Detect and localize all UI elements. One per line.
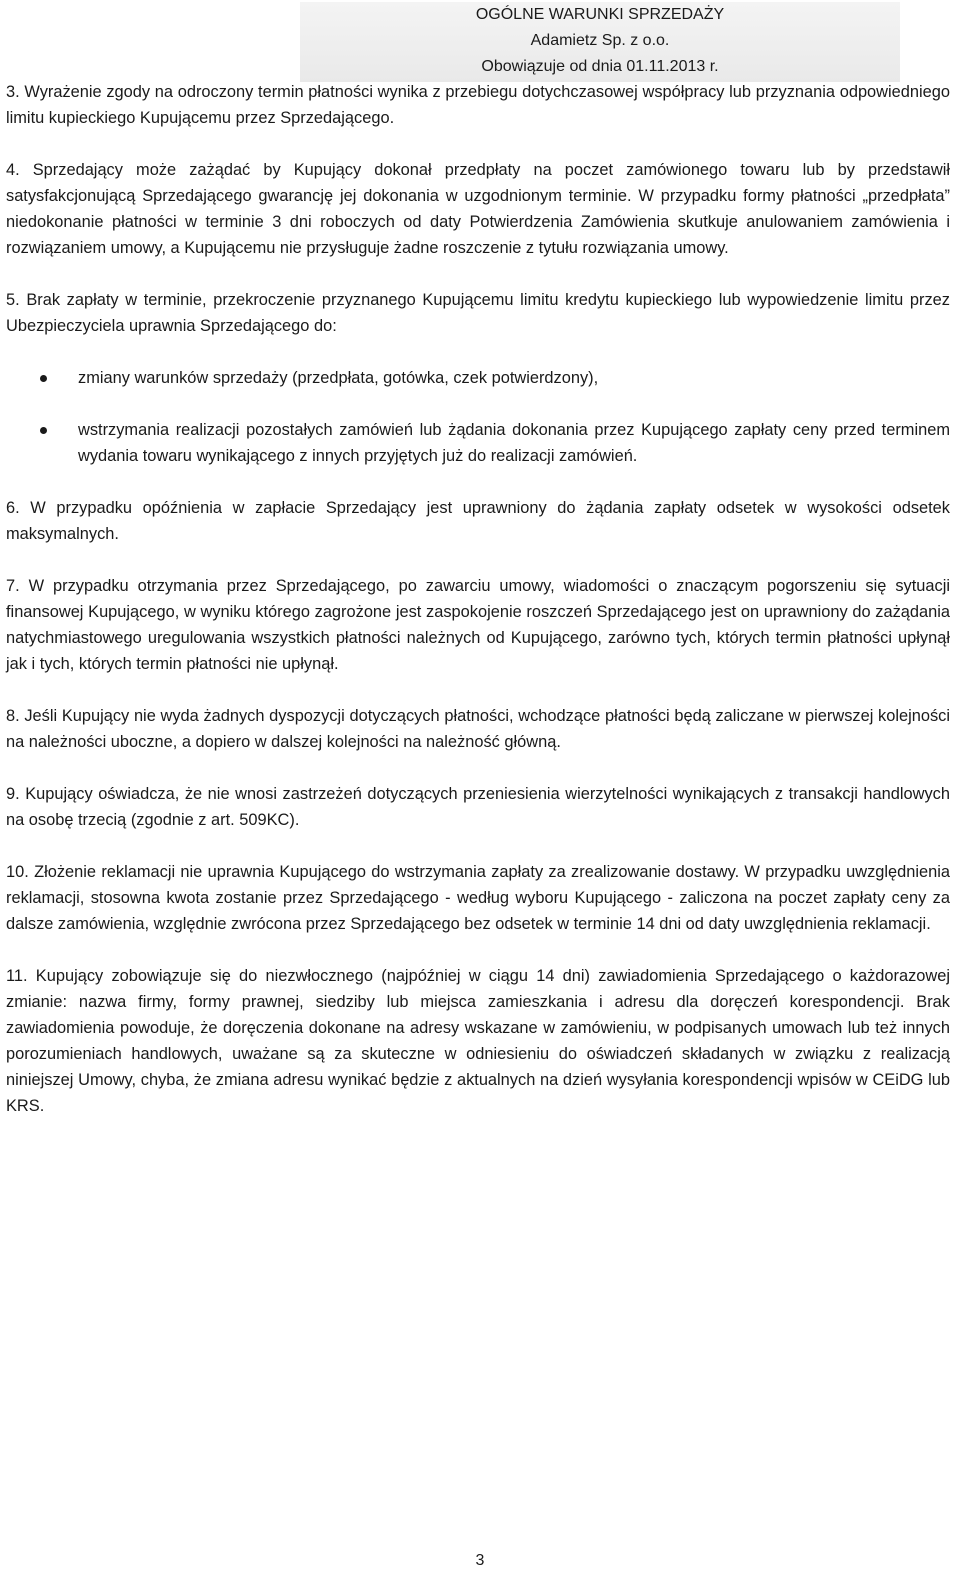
paragraph-7: 7. W przypadku otrzymania przez Sprzedającego, po zawarciu umowy, wiadomości o znaczącym pogorszeniu się sytuacji finansowej Kupującego, w wyniku którego zagrożone jest zaspokojenie roszczeń Sprzedającego jest on uprawniony do zażądania natychmiastowego uregulowania wszystkich płatności należnych od Kupującego, zarówno tych, których termin płatności upłynął jak i tych, których termin płatności nie upłynął. xyxy=(6,577,950,673)
list-item-text: wstrzymania realizacji pozostałych zamówień lub żądania dokonania przez Kupującego zapłaty ceny przed terminem wydania towaru wynikającego z innych przyjętych już do realizacji zamówień. xyxy=(78,421,950,465)
paragraph-10: 10. Złożenie reklamacji nie uprawnia Kupującego do wstrzymania zapłaty za zrealizowanie dostawy. W przypadku uwzględnienia reklamacji, stosowna kwota zostanie przez Sprzedającego - według wyboru Kupującego - zaliczona na poczet zapłaty ceny za dalsze zamówienia, względnie zwrócona przez Sprzedającego bez odsetek w terminie 14 dni od daty uwzględnienia reklamacji. xyxy=(6,863,950,933)
header-title: OGÓLNE WARUNKI SPRZEDAŻY xyxy=(475,6,725,23)
list-item xyxy=(6,365,950,391)
paragraph-5: 5. Brak zapłaty w terminie, przekroczenie przyznanego Kupującemu limitu kredytu kupieckiego lub wypowiedzenie limitu przez Ubezpieczyciela uprawnia Sprzedającego do: xyxy=(6,291,950,335)
paragraph-4: 4. Sprzedający może zażądać by Kupujący dokonał przedpłaty na poczet zamówionego towaru lub by przedstawił satysfakcjonującą Sprzedającego gwarancję jej dokonania w uzgodnionym terminie. W przypadku formy płatności „przedpłata” niedokonanie płatności w terminie 3 dni roboczych od daty Potwierdzenia Zamówienia skutkuje anulowaniem zamówienia i rozwiązaniem umowy, a Kupującemu nie przysługuje żadne roszczenie z tytułu rozwiązania umowy. xyxy=(6,161,950,257)
document-body xyxy=(6,79,950,1145)
paragraph-5-list xyxy=(6,365,950,469)
paragraph-11: 11. Kupujący zobowiązuje się do niezwłocznego (najpóźniej w ciągu 14 dni) zawiadomienia Sprzedającego o każdorazowej zmianie: nazwa firmy, formy prawnej, siedziby lub miejsca zamieszkania i adresu dla doręczeń korespondencji. Brak zawiadomienia powoduje, że doręczenia dokonane na adresy wskazane w zamówieniu, w podpisanych umowach lub też innych porozumieniach handlowych, uważane są za skuteczne w odniesieniu do oświadczeń składanych w związku z realizacją niniejszej Umowy, chyba, że zmiana adresu wynikać będzie z aktualnych na dzień wysyłania korespondencji wpisów w CEiDG lub KRS. xyxy=(6,967,950,1115)
bullet-icon xyxy=(40,427,47,434)
header-valid-from: Obowiązuje od dnia 01.11.2013 r. xyxy=(481,58,719,75)
paragraph-8: 8. Jeśli Kupujący nie wyda żadnych dyspozycji dotyczących płatności, wchodzące płatności będą zaliczane w pierwszej kolejności na należności uboczne, a dopiero w dalszej kolejności na należność główną. xyxy=(6,707,950,751)
paragraph-9: 9. Kupujący oświadcza, że nie wnosi zastrzeżeń dotyczących przeniesienia wierzytelności wynikających z transakcji handlowych na osobę trzecią (zgodnie z art. 509KC). xyxy=(6,785,950,829)
bullet-icon xyxy=(40,375,47,382)
document-header xyxy=(300,2,900,82)
list-item-text: zmiany warunków sprzedaży (przedpłata, gotówka, czek potwierdzony), xyxy=(78,369,599,387)
paragraph-6: 6. W przypadku opóźnienia w zapłacie Sprzedający jest uprawniony do żądania zapłaty odsetek w wysokości odsetek maksymalnych. xyxy=(6,499,950,543)
list-item xyxy=(6,417,950,469)
paragraph-3: 3. Wyrażenie zgody na odroczony termin płatności wynika z przebiegu dotychczasowej współpracy lub przyznania odpowiedniego limitu kupieckiego Kupującemu przez Sprzedającego. xyxy=(6,83,950,127)
page-number: 3 xyxy=(475,1552,485,1569)
header-company: Adamietz Sp. z o.o. xyxy=(530,32,670,49)
